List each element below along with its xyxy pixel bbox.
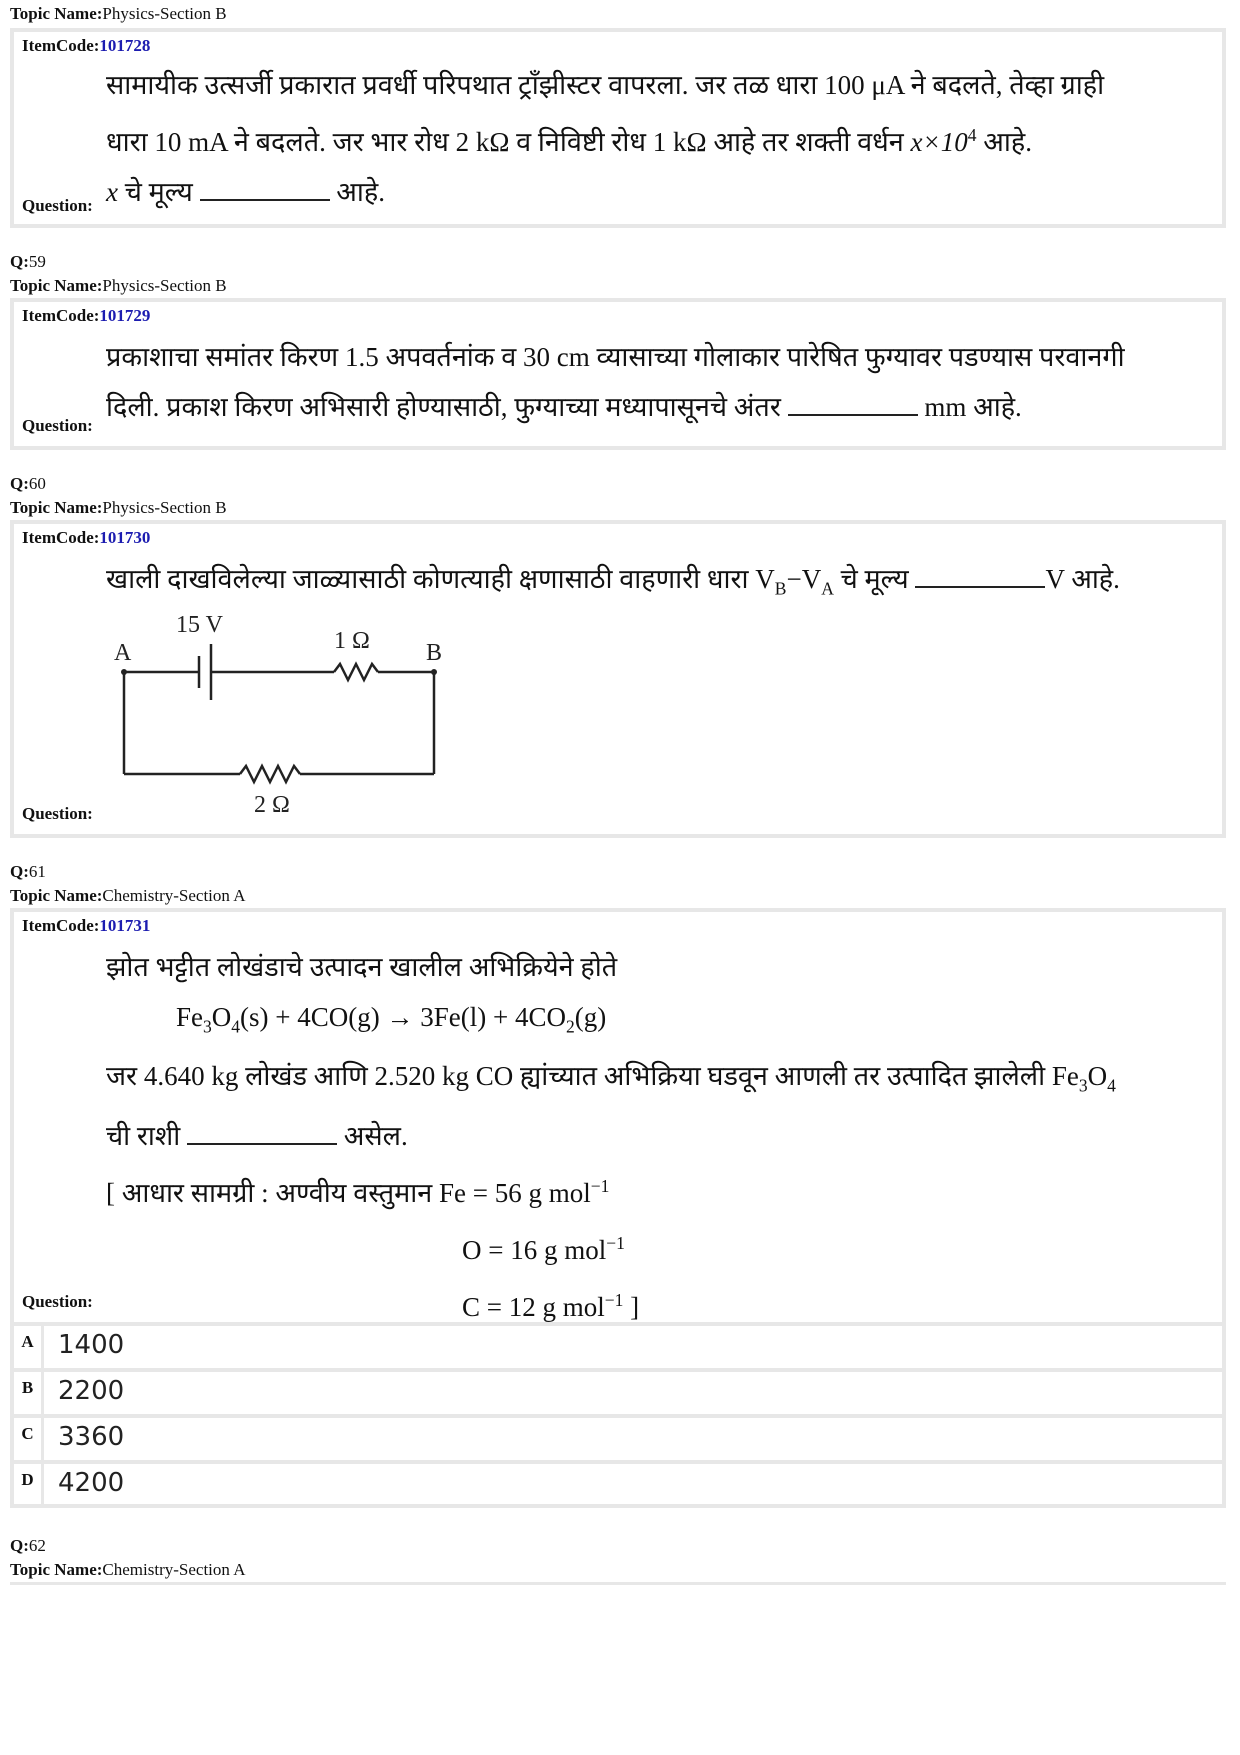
topic-name: Chemistry-Section A — [102, 1560, 246, 1579]
option-value: 3360 — [58, 1422, 125, 1452]
resistor-2ohm — [240, 766, 300, 782]
question-number-line — [10, 1536, 46, 1556]
question-number-line — [10, 862, 46, 882]
itemcode-value: 101731 — [99, 916, 151, 935]
q-label: Q: — [10, 1536, 29, 1555]
question-line — [106, 110, 1208, 167]
option-a[interactable] — [10, 1326, 1226, 1372]
option-key: D — [14, 1464, 44, 1504]
topic-label: Topic Name: — [10, 276, 103, 295]
exponent: −1 — [604, 1289, 624, 1310]
itemcode-value: 101728 — [99, 36, 151, 55]
exponent: −1 — [606, 1232, 625, 1253]
text-span: mm आहे. — [917, 392, 1022, 422]
exponent: −1 — [590, 1175, 610, 1196]
text-span: चे मूल्य — [833, 564, 916, 594]
circuit-diagram — [94, 614, 514, 814]
question-label: Question: — [22, 196, 93, 215]
subscript: 3 — [1078, 1075, 1088, 1096]
resistor-1-label: 1 Ω — [334, 628, 370, 654]
subscript: A — [821, 578, 834, 599]
q-label: Q: — [10, 862, 29, 881]
answer-blank — [187, 1121, 337, 1145]
question-line: जर 4.640 kg लोखंड आणि 2.520 kg CO ह्यांच्यात अभिक्रिया घडवून आणली तर उत्पादित झालेली $Fe_3O_4$ — [106, 1061, 1116, 1096]
topic-name: Physics-Section B — [102, 276, 227, 295]
topic-line — [10, 886, 245, 906]
text-span: ची राशी — [106, 1120, 188, 1151]
topic-name: Physics-Section B — [102, 4, 227, 23]
topic-label: Topic Name: — [10, 1560, 103, 1579]
itemcode — [22, 306, 150, 326]
itemcode-label: ItemCode: — [22, 36, 100, 55]
node-b-dot — [431, 669, 437, 675]
reaction-equation: $Fe_3O_4(s) + 4CO(g) \to 3Fe(l) + 4CO_2(g)$ — [176, 1002, 607, 1037]
question-label: Question: — [22, 804, 93, 823]
question-number: 60 — [28, 474, 46, 493]
topic-label: Topic Name: — [10, 498, 103, 517]
itemcode-label: ItemCode: — [22, 306, 100, 325]
topic-name: Chemistry-Section A — [102, 886, 246, 905]
card-top-border — [10, 1582, 1226, 1585]
itemcode-label: ItemCode: — [22, 916, 100, 935]
topic-label: Topic Name: — [10, 886, 103, 905]
question-line: सामायीक उत्सर्जी प्रकारात प्रवर्धी परिपथात ट्रॉंझीस्टर वापरला. जर तळ धारा 100 μA ने बदलते, तेव्हा ग्राही — [106, 70, 1105, 100]
option-d[interactable] — [10, 1464, 1226, 1508]
itemcode-value: 101730 — [99, 528, 151, 547]
question-card-101729 — [10, 298, 1226, 450]
answer-blank — [200, 177, 330, 201]
data-line — [106, 1275, 1208, 1332]
math-expression: x×10 — [910, 127, 968, 157]
itemcode — [22, 916, 150, 936]
text-span: दिली. प्रकाश किरण अभिसारी होण्यासाठी, फुग्याच्या मध्यापासूनचे अंतर — [106, 392, 788, 422]
question-line — [106, 167, 1208, 217]
data-line — [106, 1161, 1208, 1218]
resistor-2-label: 2 Ω — [254, 792, 290, 814]
option-value: 1400 — [58, 1330, 125, 1360]
q-label: Q: — [10, 474, 29, 493]
exponent: 4 — [967, 125, 977, 145]
answer-blank — [788, 392, 918, 416]
question-card-101730 — [10, 520, 1226, 838]
text-span: आहे. — [976, 127, 1032, 157]
topic-line — [10, 498, 227, 518]
text-span: O = 16 g mol — [462, 1234, 607, 1265]
battery-label: 15 V — [176, 614, 223, 638]
option-key: B — [14, 1372, 44, 1414]
text-span: V आहे. — [1045, 564, 1120, 594]
question-line — [106, 382, 1208, 432]
question-number: 59 — [28, 252, 46, 271]
text-span: आहे. — [329, 177, 385, 207]
text-span: असेल. — [337, 1120, 408, 1151]
text-span: ] — [623, 1291, 640, 1322]
option-key: C — [14, 1418, 44, 1460]
q-label: Q: — [10, 252, 29, 271]
text-span: चे मूल्य — [117, 177, 200, 207]
text-span: जर 4.640 kg लोखंड आणि 2.520 kg CO ह्यांच्यात अभिक्रिया घडवून आणली तर उत्पादित झालेली Fe — [106, 1061, 1079, 1092]
question-card-101731 — [10, 908, 1226, 1326]
question-text — [106, 554, 1208, 613]
option-c[interactable] — [10, 1418, 1226, 1464]
itemcode — [22, 36, 150, 56]
text-span: C = 12 g mol — [462, 1291, 605, 1322]
question-line — [106, 554, 1208, 613]
question-label: Question: — [22, 416, 93, 435]
question-label: Question: — [22, 1292, 93, 1311]
question-line: झोत भट्टीत लोखंडाचे उत्पादन खालील अभिक्रियेने होते — [106, 952, 618, 982]
text-span: धारा 10 mA ने बदलते. जर भार रोध 2 kΩ व निविष्टी रोध 1 kΩ आहे तर शक्ती वर्धन — [106, 127, 911, 157]
question-text — [106, 332, 1208, 432]
question-card-101728 — [10, 28, 1226, 228]
itemcode-label: ItemCode: — [22, 528, 100, 547]
question-text — [106, 942, 1208, 1332]
itemcode-value: 101729 — [99, 306, 151, 325]
question-line: प्रकाशाचा समांतर किरण 1.5 अपवर्तनांक व 30 cm व्यासाच्या गोलाकार पारेषित फुग्यावर पडण्यास परवानगी — [106, 342, 1125, 372]
math-variable: x — [106, 177, 118, 207]
text-span: [ आधार सामग्री : अण्वीय वस्तुमान Fe = 56 g mol — [106, 1177, 591, 1208]
option-b[interactable] — [10, 1372, 1226, 1418]
topic-line — [10, 4, 227, 24]
question-number-line — [10, 474, 46, 494]
resistor-1ohm — [334, 664, 378, 680]
topic-line — [10, 276, 227, 296]
option-key: A — [14, 1326, 44, 1368]
node-b-label: B — [426, 640, 443, 666]
question-number: 62 — [28, 1536, 46, 1555]
subscript: 4 — [1107, 1075, 1116, 1096]
text-span: खाली दाखविलेल्या जाळ्यासाठी कोणत्याही क्षणासाठी वाहणारी धारा V — [106, 564, 775, 594]
question-line — [106, 1111, 1208, 1161]
node-a-label: A — [114, 640, 132, 666]
text-span: −V — [786, 564, 822, 594]
option-value: 2200 — [58, 1376, 125, 1406]
node-a-dot — [121, 669, 127, 675]
data-line — [106, 1218, 1208, 1275]
subscript: B — [774, 578, 787, 599]
question-number-line — [10, 252, 46, 272]
question-text — [106, 60, 1208, 217]
topic-name: Physics-Section B — [102, 498, 227, 517]
topic-line — [10, 1560, 245, 1580]
question-number: 61 — [28, 862, 46, 881]
option-value: 4200 — [58, 1468, 125, 1498]
itemcode — [22, 528, 150, 548]
answer-blank — [915, 564, 1045, 588]
topic-label: Topic Name: — [10, 4, 103, 23]
